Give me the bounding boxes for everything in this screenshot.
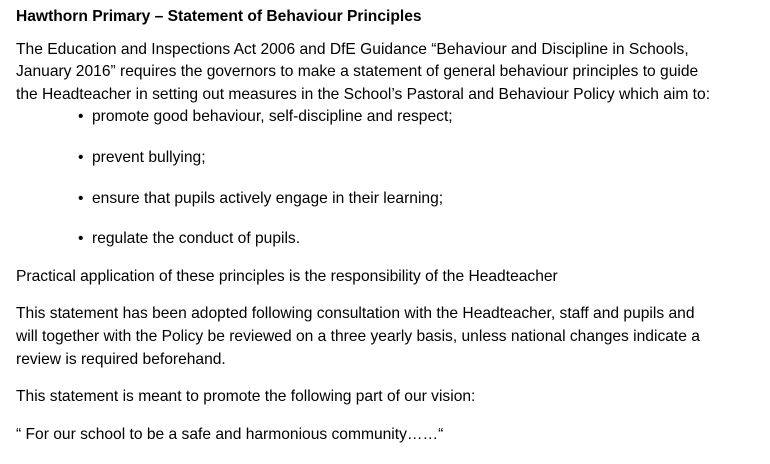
intro-line: the Headteacher in setting out measures in the School’s Pastoral and Behaviour Policy which aim to: [16, 85, 711, 103]
bullet-icon: • [78, 108, 84, 126]
intro-line: The Education and Inspections Act 2006 and DfE Guidance “Behaviour and Discipline in Schools, [16, 40, 689, 58]
bullet-icon: • [78, 148, 84, 166]
document [16, 6, 764, 446]
list-item-text: ensure that pupils actively engage in their learning; [92, 189, 444, 207]
bullet-icon: • [78, 189, 84, 207]
document-title: Hawthorn Primary – Statement of Behaviour Principles [16, 8, 422, 25]
list-item-text: prevent bullying; [92, 148, 206, 166]
practical-application-paragraph: Practical application of these principles is the responsibility of the Headteacher [16, 267, 558, 285]
list-item-text: promote good behaviour, self-discipline and respect; [92, 108, 453, 126]
list-item [78, 106, 764, 129]
vision-intro-paragraph: This statement is meant to promote the following part of our vision: [16, 388, 476, 406]
list-item [78, 147, 764, 170]
list-item-text: regulate the conduct of pupils. [92, 230, 301, 248]
aims-list [16, 106, 764, 250]
list-item [78, 188, 764, 211]
intro-paragraph [16, 39, 764, 107]
adoption-line: This statement has been adopted following consultation with the Headteacher, staff and pupils and [16, 305, 695, 323]
intro-line: January 2016” requires the governors to make a statement of general behaviour principles to guide [16, 63, 699, 81]
vision-quote: “ For our school to be a safe and harmonious community……“ [16, 425, 444, 443]
adoption-line: review is required beforehand. [16, 350, 226, 368]
adoption-line: will together with the Policy be reviewed on a three yearly basis, unless national changes indicate a [16, 327, 700, 345]
bullet-icon: • [78, 230, 84, 248]
list-item [78, 228, 764, 251]
adoption-paragraph [16, 303, 764, 371]
